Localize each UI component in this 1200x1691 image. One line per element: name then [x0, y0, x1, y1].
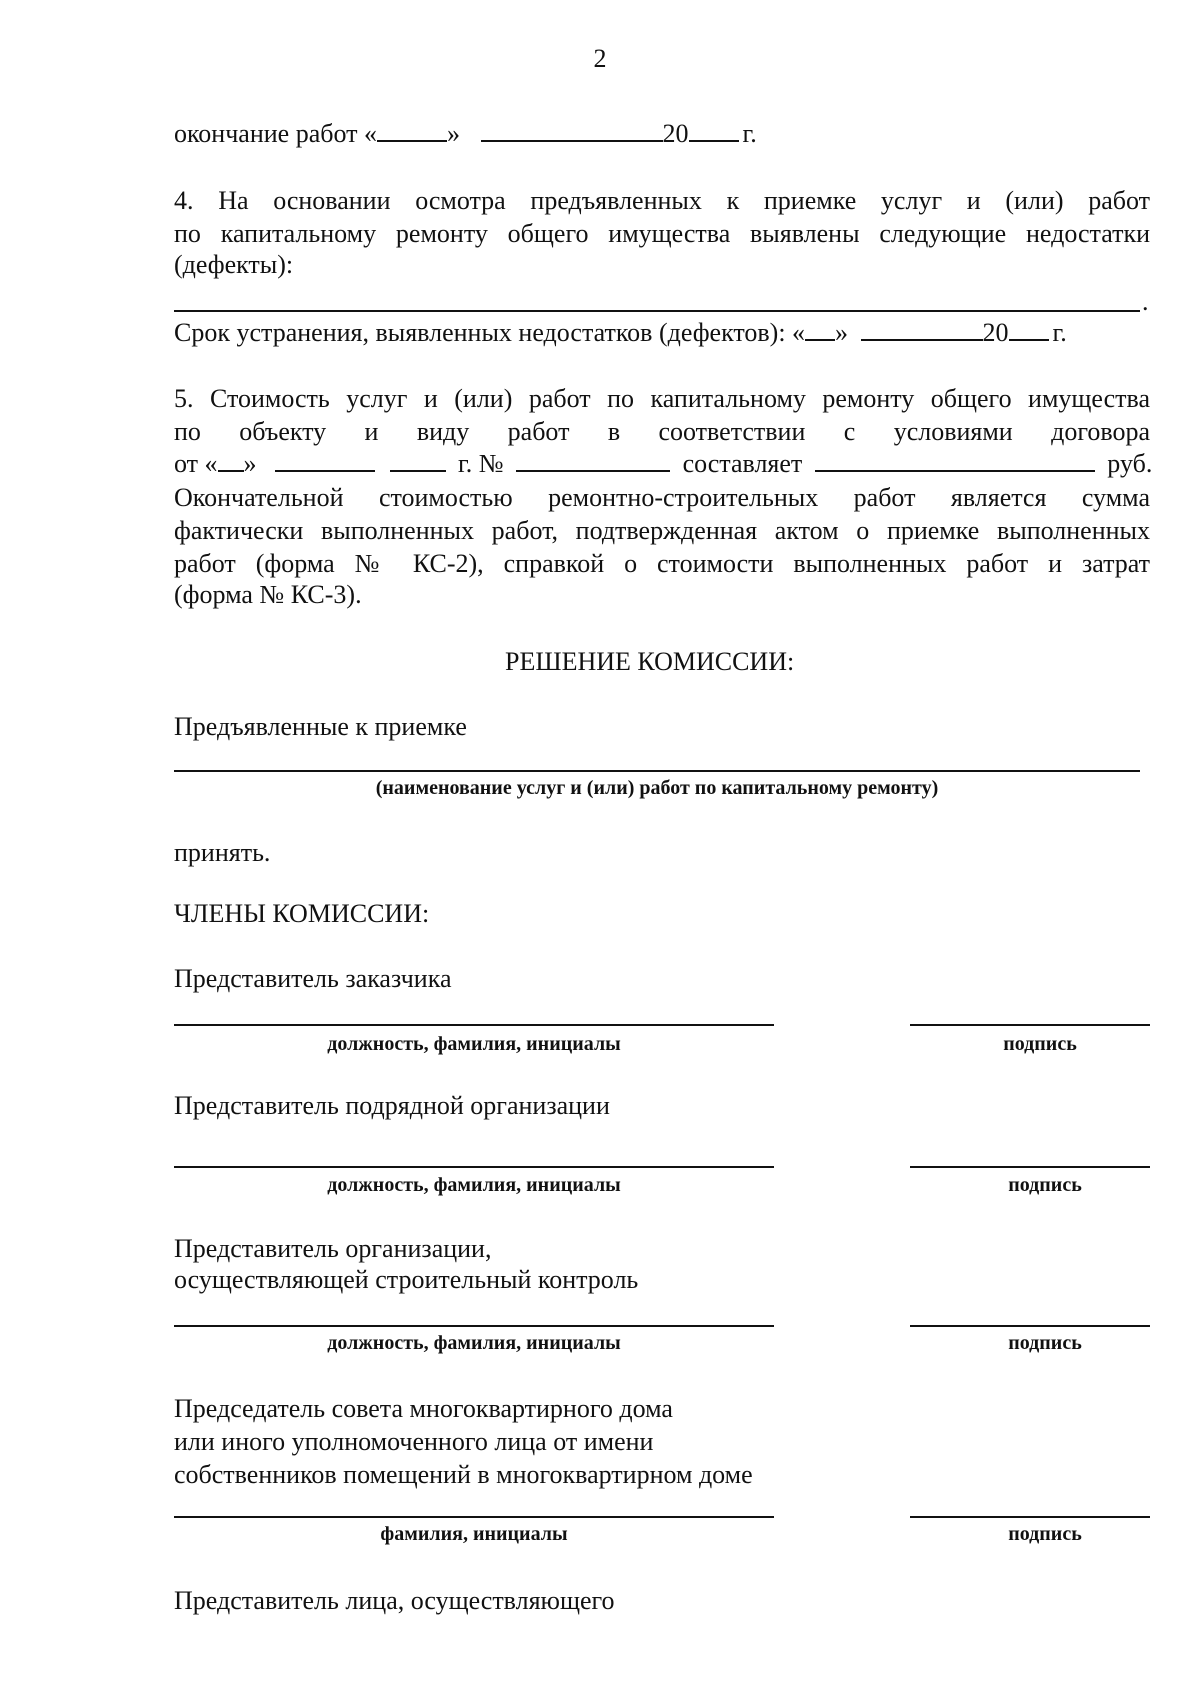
contractor-signature-line — [910, 1166, 1150, 1168]
contractor-position-line — [174, 1166, 774, 1168]
contract-from: от « — [174, 449, 218, 478]
item5-line3 — [174, 448, 1152, 479]
year-blank — [689, 118, 739, 142]
defects-line — [174, 310, 1140, 312]
presented-label: Предъявленные к приемке — [174, 712, 467, 741]
customer-representative: Представитель заказчика — [174, 964, 452, 993]
control-position-line — [174, 1325, 774, 1327]
chair-line1: Председатель совета многоквартирного дома — [174, 1394, 673, 1423]
chair-line3: собственников помещений в многоквартирном доме — [174, 1460, 753, 1489]
end-of-work-label: окончание работ « — [174, 119, 377, 148]
item4-line3: (дефекты): — [174, 250, 294, 279]
contract-rub: руб. — [1107, 449, 1153, 478]
chair-line2: или иного уполномоченного лица от имени — [174, 1427, 654, 1456]
chair-name-line — [174, 1516, 774, 1518]
contract-day-blank — [218, 448, 244, 472]
deadline-year: 20 — [982, 318, 1009, 347]
contract-number-blank — [516, 448, 670, 472]
item4-line2: по капитальному ремонту общего имущества выявлены следующие недостатки — [174, 219, 1150, 248]
year-suffix: г. — [742, 119, 757, 148]
end-of-work-line — [174, 118, 757, 149]
day-blank — [377, 118, 447, 142]
item5-line2: по объекту и виду работ в соответствии с условиями договора — [174, 417, 1150, 446]
control-position-caption: должность, фамилия, инициалы — [327, 1332, 621, 1354]
month-blank — [481, 118, 663, 142]
deadline-month-blank — [861, 317, 983, 341]
deadline-suffix: г. — [1052, 318, 1067, 347]
control-signature-caption: подпись — [1008, 1332, 1082, 1354]
item5-line4: Окончательной стоимостью ремонтно-строительных работ является сумма — [174, 483, 1150, 512]
item5-line1: 5. Стоимость услуг и (или) работ по капитальному ремонту общего имущества — [174, 384, 1150, 413]
contract-close-quote: » — [243, 449, 257, 478]
item4-line1: 4. На основании осмотра предъявленных к приемке услуг и (или) работ — [174, 186, 1150, 215]
control-signature-line — [910, 1325, 1150, 1327]
chair-signature-caption: подпись — [1008, 1523, 1082, 1545]
deadline-year-blank — [1009, 317, 1049, 341]
deadline-label: Срок устранения, выявленных недостатков (дефектов): « — [174, 318, 806, 347]
deadline-line — [174, 317, 1067, 348]
contractor-representative: Представитель подрядной организации — [174, 1091, 610, 1120]
contract-amount-label: составляет — [682, 449, 803, 478]
accept-label: принять. — [174, 838, 271, 867]
page-number: 2 — [593, 44, 607, 73]
customer-position-line — [174, 1024, 774, 1026]
customer-signature-caption: подпись — [1003, 1033, 1077, 1055]
presented-line — [174, 770, 1140, 772]
contract-amount-blank — [815, 448, 1095, 472]
presented-caption: (наименование услуг и (или) работ по капитальному ремонту) — [375, 777, 939, 799]
defects-line-dot: . — [1142, 287, 1149, 316]
contract-g-no: г. № — [458, 449, 504, 478]
contractor-signature-caption: подпись — [1008, 1174, 1082, 1196]
decision-heading: РЕШЕНИЕ КОМИССИИ: — [505, 647, 795, 676]
contract-month-blank — [275, 448, 375, 472]
deadline-close-quote: » — [835, 318, 849, 347]
item5-line6: работ (форма № КС-2), справкой о стоимости выполненных работ и затрат — [174, 549, 1150, 578]
chair-signature-line — [910, 1516, 1150, 1518]
year-prefix: 20 — [662, 119, 689, 148]
contract-year-blank — [390, 448, 446, 472]
customer-signature-line — [910, 1024, 1150, 1026]
item5-line7: (форма № КС-3). — [174, 580, 362, 609]
deadline-day-blank — [805, 317, 835, 341]
control-representative-line2: осуществляющей строительный контроль — [174, 1265, 639, 1294]
chair-name-caption: фамилия, инициалы — [380, 1523, 568, 1545]
end-of-work-close-quote: » — [447, 119, 460, 148]
item5-line5: фактически выполненных работ, подтвержденная актом о приемке выполненных — [174, 516, 1150, 545]
members-heading: ЧЛЕНЫ КОМИССИИ: — [174, 899, 430, 928]
contractor-position-caption: должность, фамилия, инициалы — [327, 1174, 621, 1196]
control-representative-line1: Представитель организации, — [174, 1234, 492, 1263]
customer-position-caption: должность, фамилия, инициалы — [327, 1033, 621, 1055]
last-representative: Представитель лица, осуществляющего — [174, 1586, 615, 1615]
